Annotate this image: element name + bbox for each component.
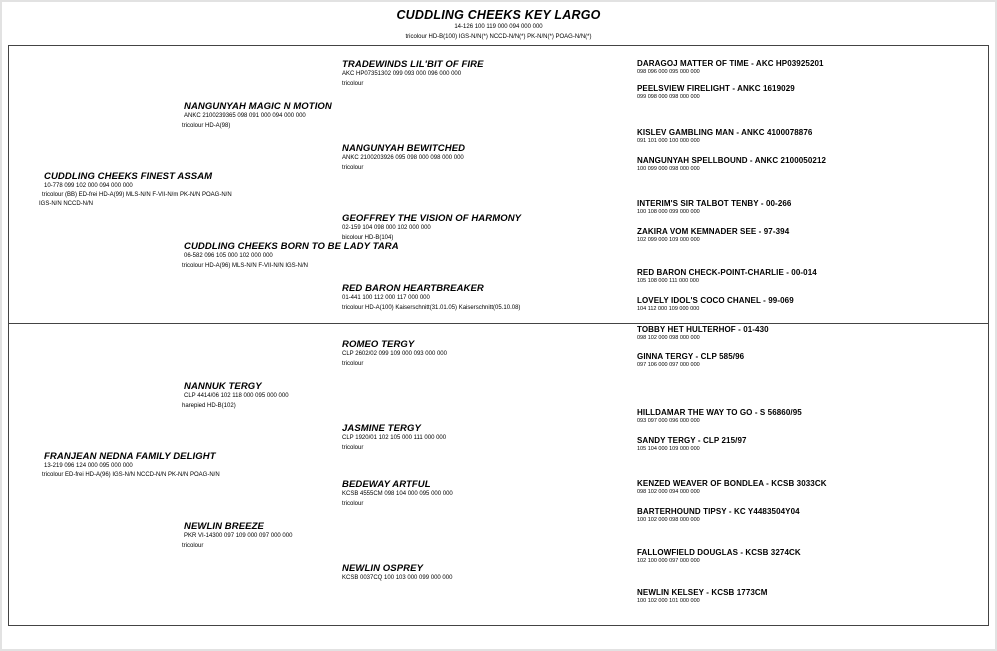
gen3-dds-name: BEDEWAY ARTFUL	[342, 479, 431, 490]
gen4-figures: 098 102 000 094 000 000	[637, 489, 700, 495]
dam-dam-name: NEWLIN BREEZE	[184, 521, 264, 532]
dam-dam-entry	[184, 521, 292, 540]
gen4-entry-4	[637, 156, 826, 173]
subject-dog-name: CUDDLING CHEEKS KEY LARGO	[396, 8, 601, 22]
gen4-name: BARTERHOUND TIPSY - KC Y4483504Y04	[637, 507, 800, 516]
gen4-name: DARAGOJ MATTER OF TIME - AKC HP03925201	[637, 59, 824, 68]
gen4-figures: 100 108 000 099 000 000	[637, 209, 700, 215]
gen4-name: KISLEV GAMBLING MAN - ANKC 4100078876	[637, 128, 813, 137]
gen3-sdd-tests: tricolour HD-A(100) Kaiserschnitt(31.01.05) Kaiserschnitt(05.10.08)	[342, 305, 521, 311]
sire-registration: 10-778 099 102 000 094 000 000	[44, 183, 133, 189]
gen4-name: INTERIM'S SIR TALBOT TENBY - 00-266	[637, 199, 792, 208]
sire-dam-divider	[8, 323, 989, 324]
gen4-figures: 097 106 000 097 000 000	[637, 362, 700, 368]
sire-name: CUDDLING CHEEKS FINEST ASSAM	[44, 171, 213, 182]
gen4-name: GINNA TERGY - CLP 585/96	[637, 352, 745, 361]
sire-dam-name: CUDDLING CHEEKS BORN TO BE LADY TARA	[184, 241, 399, 252]
gen4-figures: 093 097 000 096 000 000	[637, 418, 700, 424]
gen3-dsd-entry	[342, 423, 446, 452]
gen3-ssd-name: NANGUNYAH BEWITCHED	[342, 143, 466, 154]
dam-dam-tests-block	[182, 542, 203, 550]
gen4-figures: 099 098 000 098 000 000	[637, 94, 700, 100]
sire-dam-registration: 06-582 096 105 000 102 000 000	[184, 253, 273, 259]
gen3-dss-entry	[342, 339, 447, 368]
gen4-figures: 102 100 000 097 000 000	[637, 558, 700, 564]
gen4-figures: 105 108 000 111 000 000	[637, 278, 699, 284]
gen4-name: NEWLIN KELSEY - KCSB 1773CM	[637, 588, 768, 597]
dam-sire-registration: CLP 4414/06 102 118 000 095 000 000	[184, 393, 289, 399]
gen4-entry-10	[637, 352, 744, 369]
gen4-figures: 100 099 000 098 000 000	[637, 166, 700, 172]
gen3-dss-registration: CLP 2602/02 099 109 000 093 000 000	[342, 351, 447, 357]
gen4-name: ZAKIRA VOM KEMNADER SEE - 97-394	[637, 227, 790, 236]
gen4-figures: 098 102 000 098 000 000	[637, 335, 700, 341]
sire-sire-registration: ANKC 2100239365 098 091 000 094 000 000	[184, 113, 306, 119]
sire-tests-block	[42, 191, 232, 199]
dam-registration: 13-219 096 124 000 095 000 000	[44, 463, 133, 469]
gen3-ssd-tests: tricolour	[342, 165, 364, 171]
gen3-ddd-entry	[342, 563, 452, 582]
gen3-dsd-name: JASMINE TERGY	[342, 423, 421, 434]
gen3-dss-tests: tricolour	[342, 361, 364, 367]
gen3-ddd-name: NEWLIN OSPREY	[342, 563, 424, 574]
gen3-dsd-tests: tricolour	[342, 445, 364, 451]
gen4-name: PEELSVIEW FIRELIGHT - ANKC 1619029	[637, 84, 795, 93]
sire-dam-tests-block	[182, 262, 308, 270]
dam-name: FRANJEAN NEDNA FAMILY DELIGHT	[44, 451, 216, 462]
gen4-entry-1	[637, 59, 824, 76]
sire-dam-entry	[184, 241, 399, 260]
gen3-sds-tests: bicolour HD-B(104)	[342, 235, 394, 241]
sire-sire-entry	[184, 101, 332, 120]
dam-entry	[44, 451, 216, 470]
gen4-name: SANDY TERGY - CLP 215/97	[637, 436, 747, 445]
gen3-ssd-entry	[342, 143, 465, 172]
gen4-entry-16	[637, 588, 768, 605]
gen4-entry-12	[637, 436, 747, 453]
gen4-entry-6	[637, 227, 789, 244]
dam-health-tests: tricolour ED-frei HD-A(96) IGS-N/N NCCD-N/N PK-N/N POAG-N/N	[42, 472, 220, 478]
gen3-sss-name: TRADEWINDS LIL'BIT OF FIRE	[342, 59, 484, 70]
sire-health-tests: tricolour (BB) ED-frei HD-A(99) MLS-N/N F-VII-N/m PK-N/N POAG-N/N	[42, 192, 232, 198]
gen3-sss-entry	[342, 59, 484, 88]
gen4-entry-3	[637, 128, 812, 145]
sire-sire-tests-block	[182, 122, 230, 130]
sire-dam-tests: tricolour HD-A(96) MLS-N/N F-VII-N/N IGS-N/N	[182, 263, 309, 269]
sire-entry	[44, 171, 212, 190]
gen4-name: KENZED WEAVER OF BONDLEA - KCSB 3033CK	[637, 479, 827, 488]
gen3-dsd-registration: CLP 1920/01 102 105 000 111 000 000	[342, 435, 447, 441]
gen3-ssd-registration: ANKC 2100203926 095 098 000 098 000 000	[342, 155, 464, 161]
sire-sire-name: NANGUNYAH MAGIC N MOTION	[184, 101, 332, 112]
dam-dam-registration: PKR VI-14300 097 109 000 097 000 000	[184, 533, 293, 539]
gen4-name: NANGUNYAH SPELLBOUND - ANKC 2100050212	[637, 156, 827, 165]
dam-dam-tests: tricolour	[182, 543, 204, 549]
dam-sire-tests: harepied HD-B(102)	[182, 403, 236, 409]
gen4-entry-9	[637, 325, 769, 342]
subject-health-tests: tricolour HD-B(100) IGS-N/N(*) NCCD-N/N(*) PK-N/N(*) POAG-N/N(*)	[405, 34, 592, 40]
gen4-figures: 098 096 000 095 000 000	[637, 69, 700, 75]
gen4-name: RED BARON CHECK-POINT-CHARLIE - 00-014	[637, 268, 817, 277]
subject-registration: 14-126 100 119 000 094 000 000	[454, 24, 543, 30]
pedigree-frame	[8, 45, 989, 626]
gen4-entry-15	[637, 548, 801, 565]
sire-sire-tests: tricolour HD-A(98)	[182, 123, 231, 129]
gen3-sdd-entry	[342, 283, 520, 312]
gen3-sds-registration: 02-159 104 098 000 102 000 000	[342, 225, 431, 231]
gen3-sds-entry	[342, 213, 521, 242]
gen3-sss-registration: AKC HP07351302 099 093 000 096 000 000	[342, 71, 462, 77]
gen4-figures: 100 102 000 098 000 000	[637, 517, 700, 523]
gen4-figures: 102 099 000 109 000 000	[637, 237, 700, 243]
gen4-entry-7	[637, 268, 817, 285]
gen3-ddd-registration: KCSB 0037CQ 100 103 000 099 000 000	[342, 575, 453, 581]
gen4-name: HILLDAMAR THE WAY TO GO - S 56860/95	[637, 408, 802, 417]
gen3-dds-registration: KCSB 4555CM 098 104 000 095 000 000	[342, 491, 453, 497]
dam-sire-tests-block	[182, 402, 236, 410]
dam-tests-block	[42, 471, 220, 479]
gen4-figures: 091 101 000 100 000 000	[637, 138, 700, 144]
gen4-entry-2	[637, 84, 795, 101]
sire-health-tests-2: IGS-N/N NCCD-N/N	[39, 201, 93, 207]
gen3-sss-tests: tricolour	[342, 81, 364, 87]
gen4-figures: 105 104 000 109 000 000	[637, 446, 700, 452]
gen3-sds-name: GEOFFREY THE VISION OF HARMONY	[342, 213, 522, 224]
gen3-dss-name: ROMEO TERGY	[342, 339, 415, 350]
gen4-entry-5	[637, 199, 791, 216]
dam-sire-entry	[184, 381, 289, 400]
gen3-dds-tests: tricolour	[342, 501, 364, 507]
gen4-entry-14	[637, 507, 800, 524]
gen4-name: FALLOWFIELD DOUGLAS - KCSB 3274CK	[637, 548, 801, 557]
gen4-figures: 104 112 000 109 000 000	[637, 306, 700, 312]
gen4-name: LOVELY IDOL'S COCO CHANEL - 99-069	[637, 296, 794, 305]
gen4-entry-8	[637, 296, 794, 313]
gen3-dds-entry	[342, 479, 453, 508]
gen3-sdd-name: RED BARON HEARTBREAKER	[342, 283, 484, 294]
dam-sire-name: NANNUK TERGY	[184, 381, 262, 392]
gen4-entry-11	[637, 408, 802, 425]
sire-tests-block-2	[39, 200, 93, 208]
gen4-name: TOBBY HET HULTERHOF - 01-430	[637, 325, 769, 334]
gen4-entry-13	[637, 479, 827, 496]
gen4-figures: 100 102 000 101 000 000	[637, 598, 700, 604]
gen3-sdd-registration: 01-441 100 112 000 117 000 000	[342, 295, 430, 301]
